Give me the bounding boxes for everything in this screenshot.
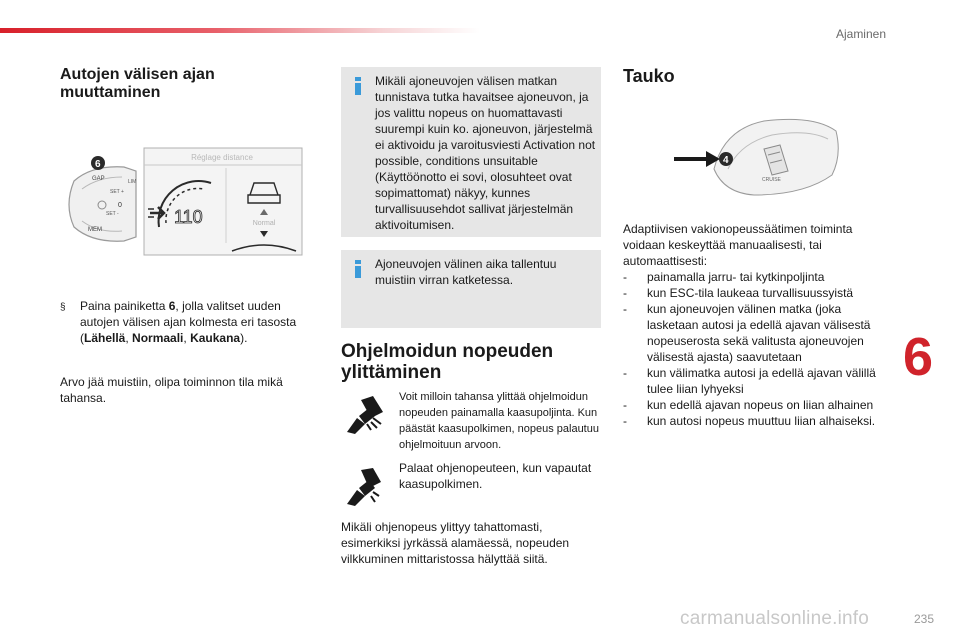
section-title: Ajaminen [835,27,886,41]
info-icon [353,260,363,278]
pedal-press-text: Voit milloin tahansa ylittää ohjelmoidun nopeuden painamalla kaasupoljinta. Kun päästät kaasupolkimen, nopeus palautuu ohjelmoituun arvoon. [399,391,599,451]
setting-value: Normal [252,220,276,227]
pedal-release-text: Palaat ohjenopeuteen, kun vapautat kaasupolkimen. [399,461,592,491]
accelerator-press-icon [343,394,387,434]
info-box-radar [341,67,601,237]
info-icon [353,77,363,95]
option-far: Kaukana [190,331,241,345]
page-number: 235 [913,612,934,626]
list-item: - kun ajoneuvojen välinen matka (joka lasketaan autosi ja edellä ajavan välisestä nopeuserosta sekä valitusta ajoneuvojen välisestä ajasta) saavutetaan [623,302,871,364]
header-accent-bar [0,28,480,33]
pause-conditions-list [623,269,893,429]
heading-gap-change: Autojen välisen ajan muuttaminen [60,66,215,101]
callout-4: 4 [723,155,729,166]
list-item: - kun välimatka autosi ja edellä ajavan välillä tulee liian lyhyeksi [623,366,876,396]
accelerator-release-icon [343,466,387,506]
heading-pause: Tauko [623,66,675,86]
bullet-mark: § [60,302,66,313]
steering-stalk-display-illustration [62,143,306,258]
option-normal: Normaali [132,331,184,345]
stalk-label-gap: GAP [92,176,105,182]
display-speed: 110 [174,207,203,227]
info-text-radar: Mikäli ajoneuvojen välisen matkan tunnistava tutka havaitsee ajoneuvon, ja jos valittu nopeus on huomattavasti suurempi kuin ko. ajoneuvon, järjestelmä ei aktivoidu ja varoitusviesti Activation not possible, conditions unsuitable (Käyttöönotto ei sovi, olosuhteet ovat sopimattomat) näkyy, kunnes turvallisuusehdot sallivat järjestelmän aktivoitumisen. [375,74,596,232]
callout-6: 6 [95,159,101,170]
option-near: Lähellä [84,331,126,345]
list-item: - kun autosi nopeus muuttuu liian alhaiseksi. [623,414,876,428]
instruction-text: Paina painiketta 6, jolla valitset uuden autojen välisen ajan kolmesta eri tasosta (Lähellä, Normaali, Kaukana). [80,299,297,345]
stalk-label-mem: MEM [88,227,102,233]
watermark: carmanualsonline.info [680,608,870,629]
screen-title: Réglage distance [191,153,253,162]
list-item: - kun edellä ajavan nopeus on liian alhainen [623,398,874,412]
chapter-number: 6 [903,327,934,387]
stalk-label-set-plus: SET + [110,189,124,195]
instruction-bullet [60,298,310,346]
overspeed-note: Mikäli ohjenopeus ylittyy tahattomasti, esimerkiksi jyrkässä alamäessä, nopeuden vilkkuminen mittaristossa hälyttää siitä. [341,520,570,566]
heading-speed-override: Ohjelmoidun nopeuden ylittäminen [341,341,554,383]
memory-note: Arvo jää muistiin, olipa toiminnon tila mikä tahansa. [60,375,283,405]
stalk-label-set-minus: SET - [106,211,119,217]
list-item: - kun ESC-tila laukeaa turvallisuussyistä [623,286,854,300]
stalk-label-lim: LIM [128,179,137,185]
cruise-stalk-illustration [664,109,844,201]
pause-intro: Adaptiivisen vakionopeussäätimen toiminta voidaan keskeyttää manuaalisesti, tai automaattisesti: [623,222,853,268]
list-item: - painamalla jarru- tai kytkinpoljinta [623,270,825,284]
cruise-label: CRUISE [762,177,781,183]
info-text-memory: Ajoneuvojen välinen aika tallentuu muistiin virran katketessa. [375,257,557,287]
info-box-memory [341,250,601,328]
stalk-label-zero: 0 [118,202,122,209]
